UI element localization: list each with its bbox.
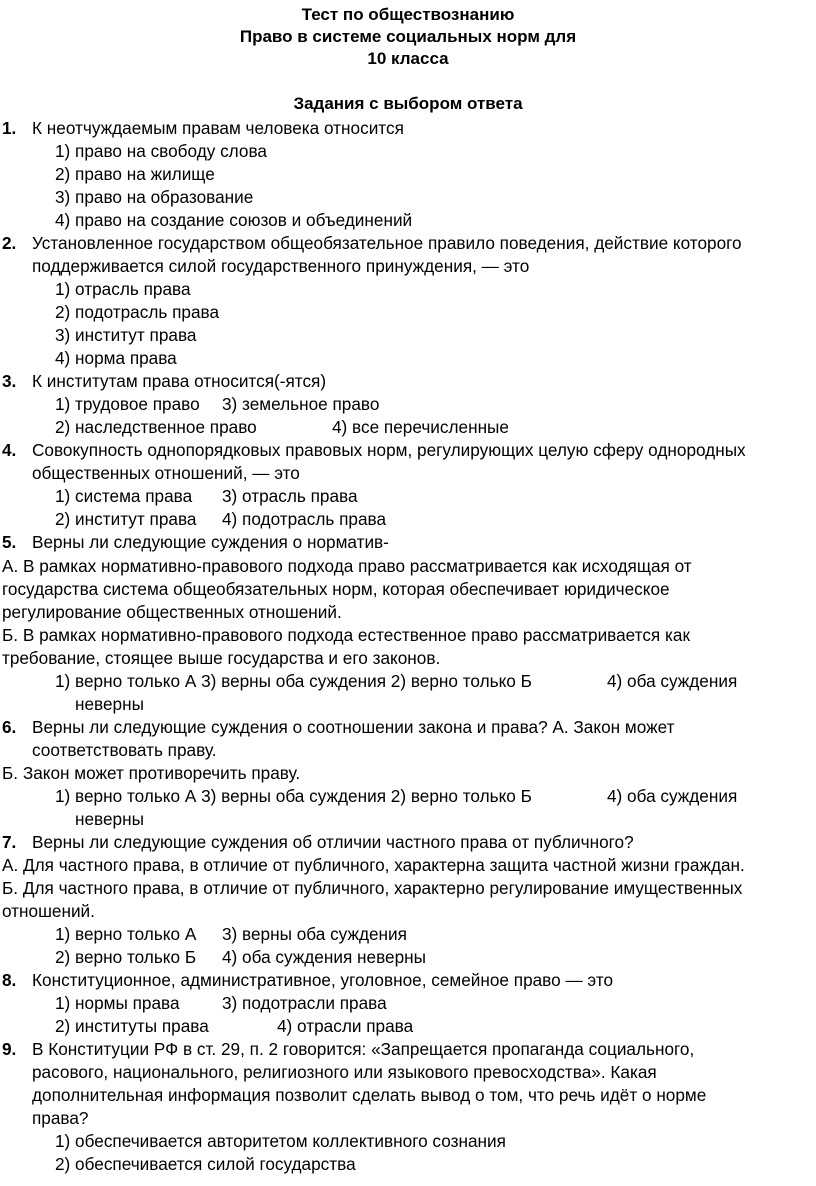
question-4-option-2: 2) институт права: [55, 509, 197, 529]
question-7-statement-b-line-2: отношений.: [2, 901, 95, 921]
question-9-text-line-3: дополнительная информация позволит сделать вывод о том, что речь идёт о норме: [32, 1085, 707, 1105]
question-5-text: Верны ли следующие суждения о норматив-: [32, 532, 389, 552]
question-5-statement-a-line-3: регулирование общественных отношений.: [2, 602, 342, 622]
question-9-number: 9.: [2, 1039, 17, 1059]
question-9-option-1: 1) обеспечивается авторитетом коллективного сознания: [55, 1131, 506, 1151]
question-2-text-line-1: Установленное государством общеобязательное правило поведения, действие которого: [32, 233, 742, 253]
question-2-option-3: 3) институт права: [55, 325, 197, 345]
question-7-option-1: 1) верно только А: [55, 924, 197, 944]
question-6-options-1-3-2: 1) верно только А 3) верны оба суждения 2) верно только Б: [55, 786, 532, 806]
question-4-text-line-1: Совокупность однопорядковых правовых норм, регулирующих целую сферу однородных: [32, 440, 746, 460]
section-heading: Задания с выбором ответа: [293, 94, 523, 113]
question-7-option-3: 3) верны оба суждения: [222, 924, 407, 944]
question-7-option-4: 4) оба суждения неверны: [222, 947, 426, 967]
question-6-number: 6.: [2, 717, 17, 737]
question-2-option-4: 4) норма права: [55, 348, 177, 368]
question-6-text-line-1: Верны ли следующие суждения о соотношении закона и права? А. Закон может: [32, 717, 675, 737]
question-4-option-3: 3) отрасль права: [222, 486, 358, 506]
question-1-option-4: 4) право на создание союзов и объединений: [55, 210, 413, 230]
question-5-statement-a-line-1: А. В рамках нормативно-правового подхода право рассматривается как исходящая от: [2, 556, 692, 576]
question-8-option-4: 4) отрасли права: [277, 1016, 414, 1036]
question-2-number: 2.: [2, 233, 17, 253]
question-1-text: К неотчуждаемым правам человека относится: [32, 118, 404, 138]
doc-title-line-2: Право в системе социальных норм для: [239, 27, 577, 46]
question-5-options-1-3-2: 1) верно только А 3) верны оба суждения 2) верно только Б: [55, 671, 532, 691]
question-9-text-line-2: расового, национального, религиозного или языкового превосходства». Какая: [32, 1062, 657, 1082]
question-9-option-2: 2) обеспечивается силой государства: [55, 1154, 356, 1174]
question-5-option-4: 4) оба суждения: [607, 671, 738, 691]
question-5-statement-b-line-1: Б. В рамках нормативно-правового подхода естественное право рассматривается как: [2, 625, 690, 645]
question-7-statement-a: А. Для частного права, в отличие от публичного, характерна защита частной жизни граждан.: [2, 855, 745, 875]
question-9-text-line-4: права?: [32, 1108, 89, 1128]
question-3-text: К институтам права относится(-ятся): [32, 371, 327, 391]
question-4-option-4: 4) подотрасль права: [222, 509, 387, 529]
question-8-option-2: 2) институты права: [55, 1016, 209, 1036]
question-3-option-1: 1) трудовое право: [55, 394, 200, 414]
question-3-option-4: 4) все перечисленные: [332, 417, 509, 437]
question-3-number: 3.: [2, 371, 17, 391]
question-6-statement-b: Б. Закон может противоречить праву.: [2, 763, 301, 783]
question-2-option-1: 1) отрасль права: [55, 279, 191, 299]
question-8-number: 8.: [2, 970, 17, 990]
question-1-number: 1.: [2, 118, 17, 138]
doc-title-line-1: Тест по обществознанию: [301, 5, 515, 24]
question-9-text-line-1: В Конституции РФ в ст. 29, п. 2 говорится: «Запрещается пропаганда социального,: [32, 1039, 695, 1059]
doc-title-line-3: 10 класса: [367, 49, 449, 68]
question-1-option-3: 3) право на образование: [55, 187, 254, 207]
question-2-text-line-2: поддерживается силой государственного принуждения, — это: [32, 256, 530, 276]
question-2-option-2: 2) подотрасль права: [55, 302, 220, 322]
question-1-option-1: 1) право на свободу слова: [55, 141, 267, 161]
question-6-option-4: 4) оба суждения: [607, 786, 738, 806]
question-5-statement-b-line-2: требование, стоящее выше государства и его законов.: [2, 648, 441, 668]
question-7-text: Верны ли следующие суждения об отличии частного права от публичного?: [32, 832, 634, 852]
question-8-text: Конституционное, административное, уголовное, семейное право — это: [32, 970, 614, 990]
question-4-text-line-2: общественных отношений, — это: [32, 463, 300, 483]
question-3-option-3: 3) земельное право: [222, 394, 380, 414]
question-5-option-4-continued: неверны: [75, 694, 144, 714]
question-3-option-2: 2) наследственное право: [55, 417, 257, 437]
question-7-option-2: 2) верно только Б: [55, 947, 197, 967]
question-7-statement-b-line-1: Б. Для частного права, в отличие от публичного, характерно регулирование имущественных: [2, 878, 743, 898]
question-6-option-4-continued: неверны: [75, 809, 144, 829]
question-4-option-1: 1) система права: [55, 486, 193, 506]
question-5-number: 5.: [2, 532, 17, 552]
question-8-option-3: 3) подотрасли права: [222, 993, 387, 1013]
question-8-option-1: 1) нормы права: [55, 993, 180, 1013]
question-1-option-2: 2) право на жилище: [55, 164, 215, 184]
question-6-text-line-2: соответствовать праву.: [32, 740, 217, 760]
question-4-number: 4.: [2, 440, 17, 460]
question-7-number: 7.: [2, 832, 17, 852]
question-5-statement-a-line-2: государства система общеобязательных норм, которая обеспечивает юридическое: [2, 579, 670, 599]
